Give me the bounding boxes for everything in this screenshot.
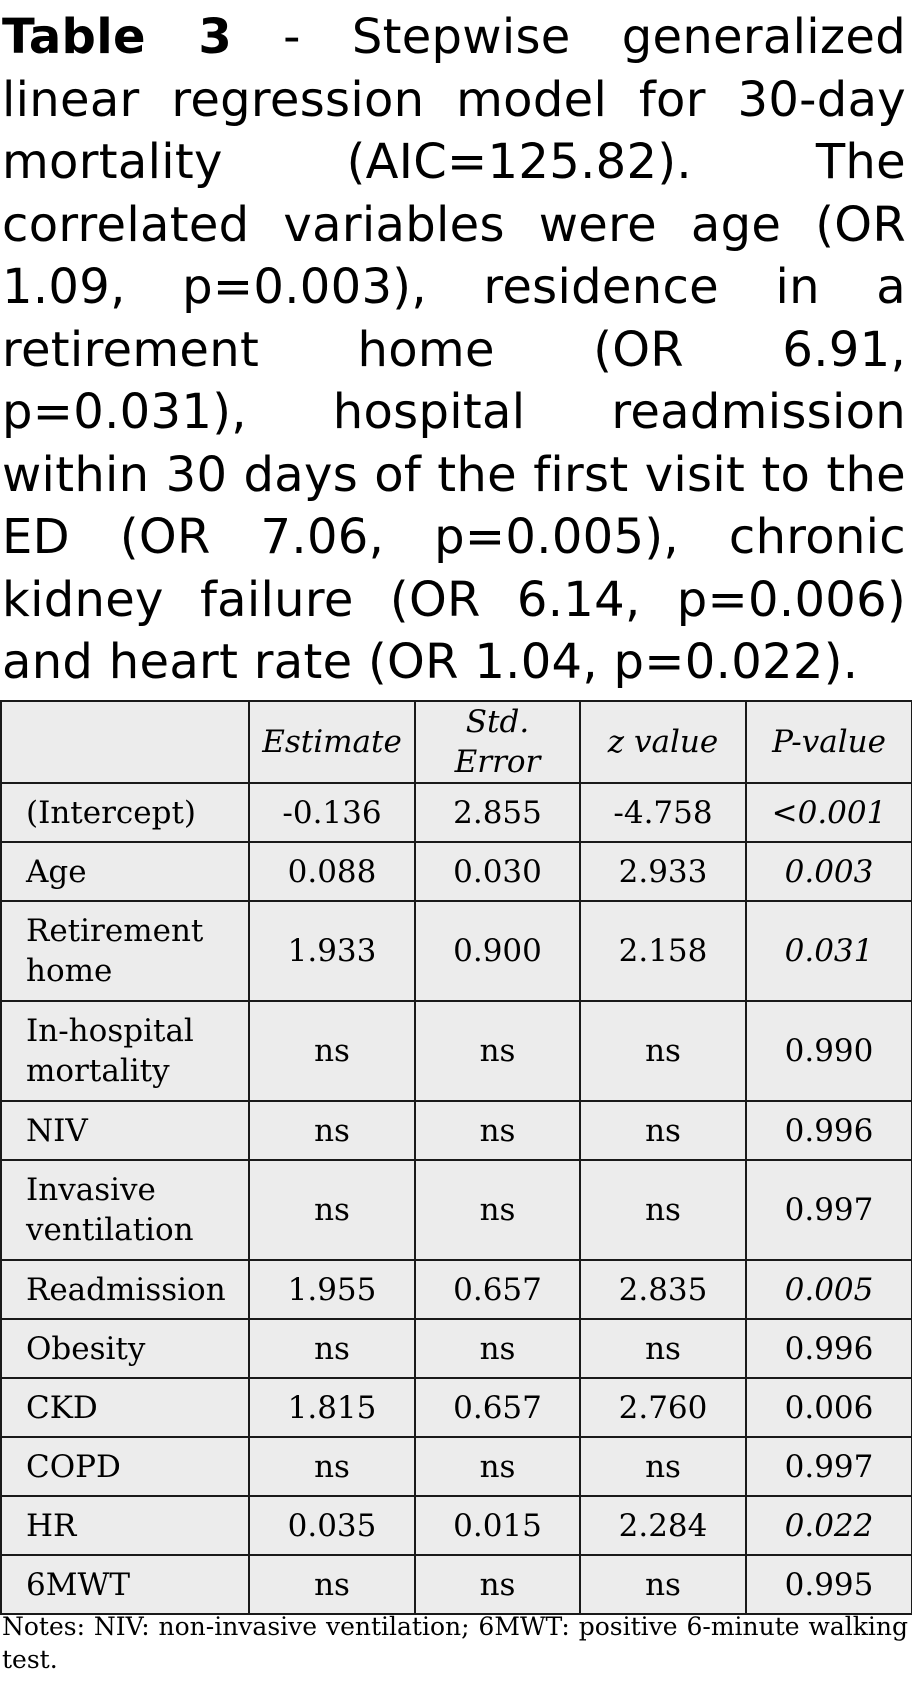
p-value-cell: 0.990 (746, 1001, 912, 1101)
table-row (1, 842, 912, 901)
table-row (1, 1437, 912, 1496)
p-value-cell: 0.996 (746, 1319, 912, 1378)
table-row (1, 1260, 912, 1319)
std-error-cell: ns (415, 1101, 580, 1160)
z-value-cell: 2.760 (580, 1378, 746, 1437)
header-cell: P-value (746, 701, 912, 783)
p-value-cell: 0.997 (746, 1160, 912, 1260)
z-value-cell: ns (580, 1437, 746, 1496)
estimate-cell: 1.933 (249, 901, 415, 1001)
table-caption (2, 6, 906, 694)
regression-table (0, 700, 912, 1615)
variable-cell: COPD (1, 1437, 249, 1496)
z-value-cell: ns (580, 1160, 746, 1260)
variable-cell: Readmission (1, 1260, 249, 1319)
variable-cell: CKD (1, 1378, 249, 1437)
estimate-cell: ns (249, 1101, 415, 1160)
caption-text: - Stepwise generalized linear regression model for 30-day mortality (AIC=125.82). The correlated variables were age (OR 1.09, p=0.003), residence in a retirement home (OR 6.91, p=0.031), hospital readmission within 30 days of the first visit to the ED (OR 7.06, p=0.005), chronic kidney failure (OR 6.14, p=0.006) and heart rate (OR 1.04, p=0.022). (2, 9, 906, 690)
p-value-cell: 0.022 (746, 1496, 912, 1555)
estimate-cell: 0.088 (249, 842, 415, 901)
variable-cell: Retirement home (1, 901, 249, 1001)
std-error-cell: ns (415, 1319, 580, 1378)
variable-cell: HR (1, 1496, 249, 1555)
std-error-cell: 0.657 (415, 1378, 580, 1437)
header-cell: Estimate (249, 701, 415, 783)
table-row (1, 1319, 912, 1378)
table-label: Table 3 (2, 9, 233, 65)
table-row (1, 901, 912, 1001)
table-row (1, 1496, 912, 1555)
z-value-cell: ns (580, 1319, 746, 1378)
std-error-cell: 0.015 (415, 1496, 580, 1555)
variable-cell: Obesity (1, 1319, 249, 1378)
estimate-cell: 0.035 (249, 1496, 415, 1555)
std-error-cell: 0.900 (415, 901, 580, 1001)
std-error-cell: 0.030 (415, 842, 580, 901)
estimate-cell: 1.955 (249, 1260, 415, 1319)
z-value-cell: -4.758 (580, 783, 746, 842)
table-row (1, 1160, 912, 1260)
estimate-cell: ns (249, 1319, 415, 1378)
estimate-cell: ns (249, 1160, 415, 1260)
p-value-cell: 0.997 (746, 1437, 912, 1496)
z-value-cell: 2.158 (580, 901, 746, 1001)
z-value-cell: 2.933 (580, 842, 746, 901)
header-cell: z value (580, 701, 746, 783)
header-cell: Std. Error (415, 701, 580, 783)
variable-cell: 6MWT (1, 1555, 249, 1614)
p-value-cell: 0.003 (746, 842, 912, 901)
table-notes: Notes: NIV: non-invasive ventilation; 6MWT: positive 6-minute walking test. (2, 1612, 908, 1674)
std-error-cell: ns (415, 1001, 580, 1101)
p-value-cell: 0.005 (746, 1260, 912, 1319)
estimate-cell: 1.815 (249, 1378, 415, 1437)
table-row (1, 1101, 912, 1160)
p-value-cell: 0.006 (746, 1378, 912, 1437)
estimate-cell: ns (249, 1437, 415, 1496)
std-error-cell: ns (415, 1437, 580, 1496)
z-value-cell: 2.835 (580, 1260, 746, 1319)
variable-cell: In-hospital mortality (1, 1001, 249, 1101)
estimate-cell: -0.136 (249, 783, 415, 842)
header-cell (1, 701, 249, 783)
p-value-cell: 0.996 (746, 1101, 912, 1160)
variable-cell: (Intercept) (1, 783, 249, 842)
std-error-cell: 0.657 (415, 1260, 580, 1319)
std-error-cell: ns (415, 1160, 580, 1260)
z-value-cell: ns (580, 1001, 746, 1101)
std-error-cell: 2.855 (415, 783, 580, 842)
estimate-cell: ns (249, 1555, 415, 1614)
z-value-cell: 2.284 (580, 1496, 746, 1555)
p-value-cell: <0.001 (746, 783, 912, 842)
table-header-row (1, 701, 912, 783)
variable-cell: NIV (1, 1101, 249, 1160)
p-value-cell: 0.995 (746, 1555, 912, 1614)
table-row (1, 1555, 912, 1614)
variable-cell: Age (1, 842, 249, 901)
std-error-cell: ns (415, 1555, 580, 1614)
z-value-cell: ns (580, 1101, 746, 1160)
table-row (1, 783, 912, 842)
z-value-cell: ns (580, 1555, 746, 1614)
estimate-cell: ns (249, 1001, 415, 1101)
variable-cell: Invasive ventilation (1, 1160, 249, 1260)
table-row (1, 1378, 912, 1437)
table-row (1, 1001, 912, 1101)
p-value-cell: 0.031 (746, 901, 912, 1001)
